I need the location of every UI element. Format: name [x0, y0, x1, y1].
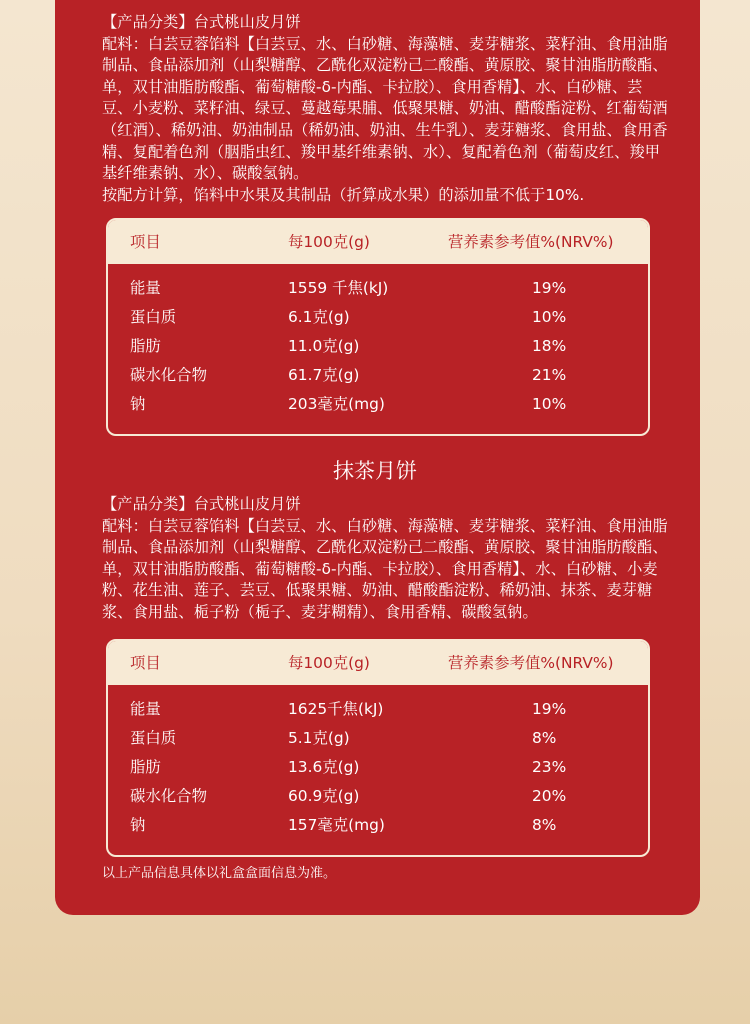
row-label: 蛋白质 — [130, 729, 177, 747]
row-nrv: 20% — [532, 787, 567, 805]
table-row — [108, 782, 648, 811]
table-row — [108, 361, 648, 390]
header-per100g: 每100克(g) — [288, 233, 370, 251]
product2-nutrition-table — [106, 639, 650, 857]
row-amount: 13.6克(g) — [288, 758, 360, 776]
table-row — [108, 695, 648, 724]
row-amount: 11.0克(g) — [288, 337, 360, 355]
product1-nutrition-table — [106, 218, 650, 436]
table-row — [108, 274, 648, 303]
row-amount: 157毫克(mg) — [288, 816, 385, 834]
row-amount: 61.7克(g) — [288, 366, 360, 384]
row-label: 钠 — [130, 816, 146, 834]
row-amount: 1559 千焦(kJ) — [288, 279, 389, 297]
row-nrv: 10% — [532, 395, 567, 413]
row-label: 钠 — [130, 395, 146, 413]
row-label: 脂肪 — [130, 758, 161, 776]
table-row — [108, 303, 648, 332]
row-nrv: 8% — [532, 729, 557, 747]
row-nrv: 23% — [532, 758, 567, 776]
header-item: 项目 — [130, 654, 161, 672]
row-nrv: 10% — [532, 308, 567, 326]
footnote: 以上产品信息具体以礼盒盒面信息为准。 — [102, 866, 337, 881]
row-label: 脂肪 — [130, 337, 161, 355]
table-row — [108, 811, 648, 840]
product2-category: 【产品分类】台式桃山皮月饼 — [102, 495, 301, 513]
row-amount: 60.9克(g) — [288, 787, 360, 805]
row-amount: 6.1克(g) — [288, 308, 350, 326]
row-nrv: 18% — [532, 337, 567, 355]
row-label: 碳水化合物 — [130, 787, 207, 805]
header-nrv: 营养素参考值%(NRV%) — [448, 233, 614, 251]
row-nrv: 21% — [532, 366, 567, 384]
header-nrv: 营养素参考值%(NRV%) — [448, 654, 614, 672]
row-label: 蛋白质 — [130, 308, 177, 326]
product1-ingredients: 配料：白芸豆蓉馅料【白芸豆、水、白砂糖、海藻糖、麦芽糖浆、菜籽油、食用油脂制品、食品添加剂（山梨糖醇、乙酰化双淀粉己二酸酯、黄原胶、聚甘油脂肪酸酯、单，双甘油脂肪酸酯、葡萄糖酸-δ-内酯、卡拉胶）、食用香精】、水、白砂糖、芸豆、小麦粉、菜籽油、绿豆、蔓越莓果脯、低聚果糖、奶油、醋酸酯淀粉、红葡萄酒（红酒）、稀奶油、奶油制品（稀奶油、奶油、生牛乳）、麦芽糖浆、食用盐、食用香精、复配着色剂（胭脂虫红、羧甲基纤维素钠、水）、复配着色剂（葡萄皮红、羧甲基纤维素钠、水）、碳酸氢钠。 — [102, 34, 668, 183]
row-label: 能量 — [130, 700, 161, 718]
row-nrv: 8% — [532, 816, 557, 834]
product1-category: 【产品分类】台式桃山皮月饼 — [102, 13, 301, 31]
header-item: 项目 — [130, 233, 161, 251]
header-per100g: 每100克(g) — [288, 654, 370, 672]
product2-title: 抹茶月饼 — [333, 459, 417, 483]
table-row — [108, 724, 648, 753]
table-header-row — [108, 641, 648, 685]
product2-ingredients: 配料：白芸豆蓉馅料【白芸豆、水、白砂糖、海藻糖、麦芽糖浆、菜籽油、食用油脂制品、食品添加剂（山梨糖醇、乙酰化双淀粉己二酸酯、黄原胶、聚甘油脂肪酸酯、单，双甘油脂肪酸酯、葡萄糖酸-δ-内酯、卡拉胶）、食用香精】、水、白砂糖、小麦粉、花生油、莲子、芸豆、低聚果糖、奶油、醋酸酯淀粉、稀奶油、抹茶、麦芽糖浆、食用盐、栀子粉（栀子、麦芽糊精）、食用香精、碳酸氢钠。 — [102, 516, 668, 621]
table-row — [108, 753, 648, 782]
row-nrv: 19% — [532, 700, 567, 718]
row-amount: 1625千焦(kJ) — [288, 700, 384, 718]
table-row — [108, 332, 648, 361]
row-label: 碳水化合物 — [130, 366, 207, 384]
row-amount: 203毫克(mg) — [288, 395, 385, 413]
product2-info — [102, 494, 668, 624]
product1-info — [102, 12, 668, 206]
table-header-row — [108, 220, 648, 264]
product1-note: 按配方计算，馅料中水果及其制品（折算成水果）的添加量不低于10%. — [102, 185, 585, 204]
row-amount: 5.1克(g) — [288, 729, 350, 747]
row-label: 能量 — [130, 279, 161, 297]
table-row — [108, 390, 648, 419]
row-nrv: 19% — [532, 279, 567, 297]
